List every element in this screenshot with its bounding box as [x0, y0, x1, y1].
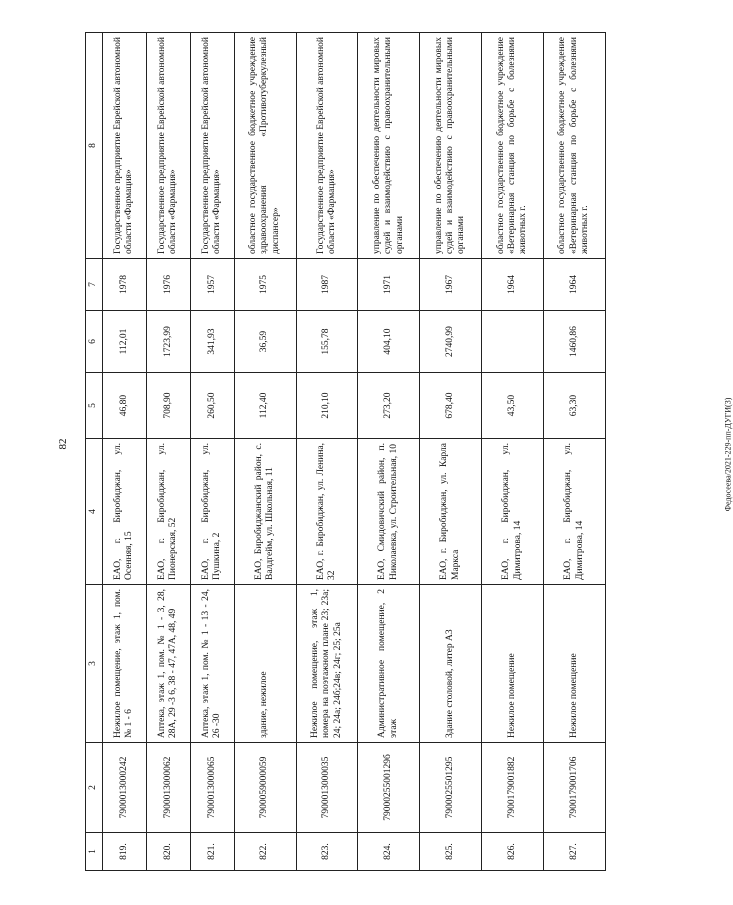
row-number: 820.: [146, 833, 190, 871]
object-name: Аптека, этаж 1, пом. № 1 - 3, 28, 28А, 29 -3 6, 38 - 47, 47А, 48, 49: [146, 585, 190, 743]
object-address: ЕАО, Смидовичский район, п. Николаевка, ул. Строительная, 10: [358, 439, 420, 585]
column-header: 8: [86, 33, 103, 259]
column-header: 3: [86, 585, 103, 743]
row-number: 827.: [544, 833, 606, 871]
object-holder: областное государственное бюджетное учреждение здравоохранения «Противотуберкулезный диспансер»: [234, 33, 296, 259]
column-header: 1: [86, 833, 103, 871]
registry-number: 7900025500129б: [358, 743, 420, 833]
object-name: Нежилое помещение: [544, 585, 606, 743]
row-number: 821.: [190, 833, 234, 871]
object-value: 1460,86: [544, 311, 606, 373]
object-name: Здание столовой, литер А3: [420, 585, 482, 743]
object-area: 43,50: [482, 373, 544, 439]
object-value: 112,01: [103, 311, 147, 373]
registry-number: 7900013000062: [146, 743, 190, 833]
column-header: 5: [86, 373, 103, 439]
object-value: 404,10: [358, 311, 420, 373]
table-row: [482, 33, 544, 871]
object-holder: областное государственное бюджетное учреждение «Ветеринарная станция по борьбе с болезнями животных г.: [544, 33, 606, 259]
object-area: 273,20: [358, 373, 420, 439]
object-address: ЕАО, г. Биробиджан, ул. Димитрова, 14: [544, 439, 606, 585]
object-address: ЕАО, Биробиджанский район, с. Валдгейм, ул. Школьная, 11: [234, 439, 296, 585]
object-value: 155,78: [296, 311, 358, 373]
object-value: 2740,99: [420, 311, 482, 373]
object-area: 63,30: [544, 373, 606, 439]
row-number: 823.: [296, 833, 358, 871]
object-area: 112,40: [234, 373, 296, 439]
object-holder: управление по обеспечению деятельности мировых судей и взаимодействию с правоохранительными органами: [420, 33, 482, 259]
object-year: 1976: [146, 259, 190, 311]
registry-number: 7900013000242: [103, 743, 147, 833]
row-number: 824.: [358, 833, 420, 871]
page-number: 82: [57, 438, 69, 450]
object-area: 708,90: [146, 373, 190, 439]
table-row: [296, 33, 358, 871]
object-address: ЕАО, г. Биробиджан, ул. Пушкина, 2: [190, 439, 234, 585]
property-register-table: [85, 32, 606, 871]
registry-number: 7900179001882: [482, 743, 544, 833]
object-area: 260,50: [190, 373, 234, 439]
object-name: Нежилое помещение: [482, 585, 544, 743]
object-area: 46,80: [103, 373, 147, 439]
table-row: [234, 33, 296, 871]
object-holder: Государственное предприятие Еврейской автономной области «Фармация»: [190, 33, 234, 259]
table-body: [86, 33, 606, 871]
object-year: 1964: [544, 259, 606, 311]
registry-number: 7900013000065: [190, 743, 234, 833]
row-number: 826.: [482, 833, 544, 871]
table-row: [544, 33, 606, 871]
object-address: ЕАО, г. Биробиджан, ул. Карла Маркса: [420, 439, 482, 585]
object-address: ЕАО, г. Биробиджан, ул. Осенняя, 15: [103, 439, 147, 585]
table-row: [146, 33, 190, 871]
registry-number: 7900179001706: [544, 743, 606, 833]
object-area: 210,10: [296, 373, 358, 439]
object-holder: Государственное предприятие Еврейской автономной области «Фармация»: [146, 33, 190, 259]
object-year: 1978: [103, 259, 147, 311]
object-value: 36,59: [234, 311, 296, 373]
object-area: 678,40: [420, 373, 482, 439]
registry-number: 7900013000035: [296, 743, 358, 833]
rotated-register-table: [85, 33, 606, 871]
registry-number: 7900025501295: [420, 743, 482, 833]
object-year: 1971: [358, 259, 420, 311]
registry-number: 7900059000059: [234, 743, 296, 833]
table-row: [358, 33, 420, 871]
table-row: [190, 33, 234, 871]
object-name: Нежилое помещение, этаж 1, номера на поэтажном плане 23; 23а; 24; 24а; 24б;24в; 24г; 25; 25а: [296, 585, 358, 743]
table-row: [103, 33, 147, 871]
table-header-row: [86, 33, 103, 871]
footer-code: Федосеева/2021-229-пп-ДУГИ(3): [723, 397, 733, 512]
object-name: Нежилое помещение, этаж 1, пом. № 1 - 6: [103, 585, 147, 743]
object-holder: областное государственное бюджетное учреждение «Ветеринарная станция по борьбе с болезнями животных г.: [482, 33, 544, 259]
column-header: 4: [86, 439, 103, 585]
object-holder: Государственное предприятие Еврейской автономной области «Фармация»: [103, 33, 147, 259]
object-year: 1967: [420, 259, 482, 311]
object-name: Административное помещение, 2 этаж: [358, 585, 420, 743]
object-address: ЕАО, г. Биробиджан, ул. Пионерская, 52: [146, 439, 190, 585]
object-holder: Государственное предприятие Еврейской автономной области «Фармация»: [296, 33, 358, 259]
row-number: 819.: [103, 833, 147, 871]
object-value: [482, 311, 544, 373]
object-year: 1987: [296, 259, 358, 311]
column-header: 2: [86, 743, 103, 833]
row-number: 822.: [234, 833, 296, 871]
object-year: 1957: [190, 259, 234, 311]
object-address: ЕАО, г. Биробиджан, ул. Ленина, 32: [296, 439, 358, 585]
object-name: Аптека, этаж 1, пом. № 1 - 13 - 24, 26 -30: [190, 585, 234, 743]
object-value: 341,93: [190, 311, 234, 373]
object-holder: управление по обеспечению деятельности мировых судей и взаимодействию с правоохранительными органами: [358, 33, 420, 259]
row-number: 825.: [420, 833, 482, 871]
table-row: [420, 33, 482, 871]
object-address: ЕАО, г. Биробиджан, ул. Димитрова, 14: [482, 439, 544, 585]
object-year: 1964: [482, 259, 544, 311]
object-name: здание, нежилое: [234, 585, 296, 743]
object-value: 1723,99: [146, 311, 190, 373]
column-header: 6: [86, 311, 103, 373]
object-year: 1975: [234, 259, 296, 311]
column-header: 7: [86, 259, 103, 311]
